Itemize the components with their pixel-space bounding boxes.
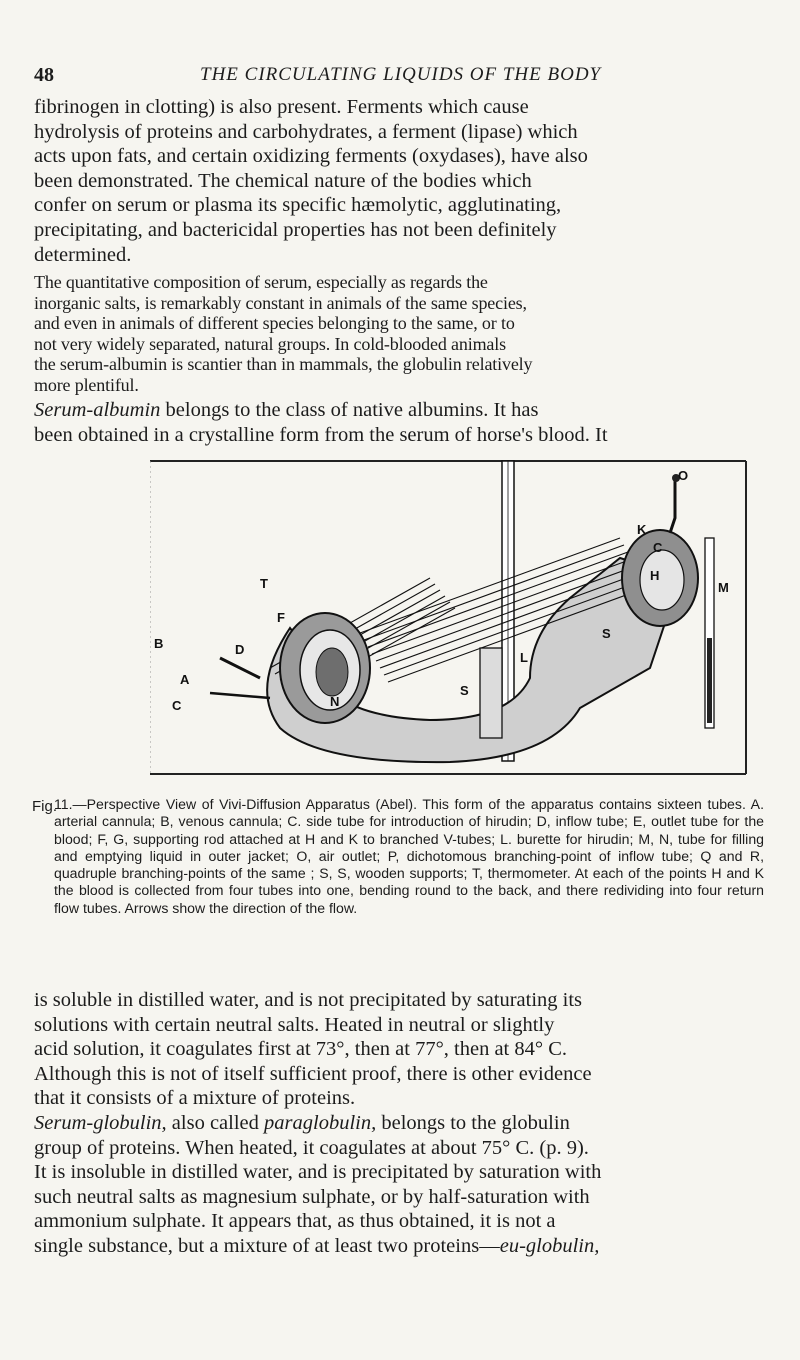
text-line: that it consists of a mixture of proteins. — [34, 1087, 356, 1110]
text-line: been demonstrated. The chemical nature of the bodies which — [34, 169, 532, 192]
figure-label-o: O — [678, 468, 689, 483]
text-line: solutions with certain neutral salts. Heated in neutral or slightly — [34, 1013, 555, 1036]
paragraph-albumin-properties — [34, 988, 763, 1111]
figure-label-n: N — [330, 694, 340, 709]
figure-label-c-bottom: C — [172, 698, 182, 713]
text-line: inorganic salts, is remarkably constant in animals of the same species, — [34, 292, 527, 313]
figure-caption — [32, 796, 764, 917]
text-line: is soluble in distilled water, and is not precipitated by saturating its — [34, 989, 583, 1011]
text-line: more plentiful. — [34, 374, 139, 395]
page-header — [34, 64, 764, 90]
figure-label-s-left: S — [460, 683, 469, 698]
text-line: ammonium sulphate. It appears that, as thus obtained, it is not a — [34, 1210, 556, 1233]
text-line: acid solution, it coagulates first at 73°, then at 77°, then at 84° C. — [34, 1038, 567, 1061]
text-line: Serum-albumin belongs to the class of native albumins. It has — [34, 399, 539, 421]
text-line: and even in animals of different species belonging to the same, or to — [34, 313, 515, 334]
figure-label-m: M — [718, 580, 729, 595]
text-line: precipitating, and bactericidal properties has not been definitely — [34, 218, 557, 241]
text-line: fibrinogen in clotting) is also present. Ferments which cause — [34, 96, 529, 118]
figure-label-l: L — [520, 650, 528, 665]
paragraph-serum-globulin — [34, 1111, 763, 1259]
figure-vivi-diffusion-apparatus — [150, 458, 760, 778]
paragraph-serum-albumin — [34, 398, 763, 447]
term-serum-globulin: Serum-globulin, — [34, 1112, 167, 1134]
text-line: It is insoluble in distilled water, and is precipitated by saturation with — [34, 1161, 602, 1184]
text-line: been obtained in a crystalline form from the serum of horse's blood. It — [34, 423, 608, 446]
running-head: THE CIRCULATING LIQUIDS OF THE BODY — [200, 64, 602, 85]
term-eu-globulin: eu-globulin, — [499, 1234, 600, 1257]
text-line: Although this is not of itself sufficient proof, there is other evidence — [34, 1062, 592, 1085]
figure-caption-number: 11. — [54, 796, 73, 812]
figure-label-f: F — [277, 610, 285, 625]
page-number: 48 — [34, 64, 54, 86]
text-line: Serum-globulin, also called paraglobulin, belongs to the globulin — [34, 1112, 570, 1134]
text-line: determined. — [34, 243, 132, 266]
text-line: hydrolysis of proteins and carbohydrates, a ferment (lipase) which — [34, 120, 578, 143]
figure-caption-label: Fig. — [32, 798, 58, 815]
text-line: such neutral salts as magnesium sulphate, or by half-saturation with — [34, 1185, 590, 1208]
figure-label-s-right: S — [602, 626, 611, 641]
text-line: group of proteins. When heated, it coagulates at about 75° C. (p. 9). — [34, 1136, 589, 1159]
figure-caption-text: —Perspective View of Vivi-Diffusion Apparatus (Abel). This form of the apparatus contains sixteen tubes. A. arterial cannula; B, venous cannula; C. side tube for introduction of hirudin; D, inflow tube; E, outlet tube for the blood; F, G, supporting rod attached at H and K to branched V-tubes; L. burette for hirudin; M, N, tube for filling and emptying liquid in outer jacket; O, air outlet; P, dichotomous branching-point of inflow tube; Q and R, quadruple branching-points of the same ; S, S, wooden supports; T, thermometer. At each of the points H and K the blood is collected from four tubes into one, bending round to the back, and there redividing into four return flow tubes. Arrows show the direction of the flow. — [54, 796, 764, 916]
figure-label-a: A — [180, 672, 190, 687]
paragraph-serum-composition — [34, 272, 763, 396]
text-line: The quantitative composition of serum, especially as regards the — [34, 272, 488, 292]
figure-label-h: H — [650, 568, 660, 583]
text-line: the serum-albumin is scantier than in mammals, the globulin relatively — [34, 354, 533, 375]
figure-label-d: D — [235, 642, 245, 657]
term-paraglobulin: paraglobulin, — [264, 1112, 377, 1134]
figure-label-c-top: C — [653, 540, 663, 555]
term-serum-albumin: Serum-albumin — [34, 399, 161, 421]
text-line: not very widely separated, natural groups. In cold-blooded animals — [34, 333, 506, 354]
apparatus-illustration — [150, 458, 760, 778]
text-line: single substance, but a mixture of at least two proteins—eu-globulin, — [34, 1234, 600, 1257]
paragraph-ferments — [34, 95, 763, 267]
figure-label-t: T — [260, 576, 268, 591]
text-line: confer on serum or plasma its specific hæmolytic, agglutinating, — [34, 194, 562, 217]
figure-label-b: B — [154, 636, 164, 651]
text-line: acts upon fats, and certain oxidizing ferments (oxydases), have also — [34, 145, 588, 168]
figure-label-k: K — [637, 522, 647, 537]
